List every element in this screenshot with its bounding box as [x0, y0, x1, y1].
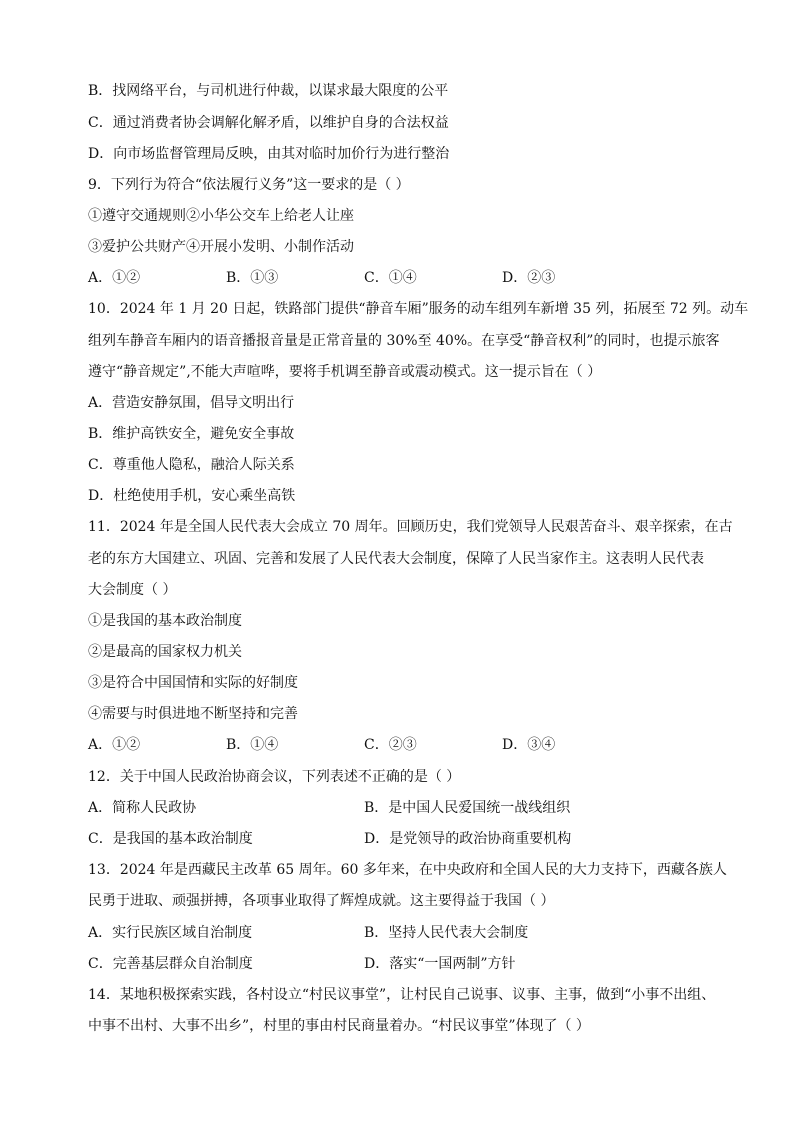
q10-stem-line1: 10．2024 年 1 月 20 日起，铁路部门提供“静音车厢”服务的动车组列车新增 35 列，拓展至 72 列。动车	[88, 301, 749, 317]
q12-option-d: D．是党领导的政治协商重要机构	[364, 831, 572, 847]
q12-stem: 12．关于中国人民政治协商会议，下列表述不正确的是（ ）	[88, 769, 461, 785]
q14-stem-line1: 14．某地积极探索实践，各村设立“村民议事堂”，让村民自己说事、议事、主事，做到“小事不出组、	[88, 987, 716, 1003]
q10-option-b: B．维护高铁安全，避免安全事故	[88, 426, 295, 442]
q11-option-b: B．①④	[226, 737, 279, 753]
q10-option-d: D．杜绝使用手机，安心乘坐高铁	[88, 488, 296, 504]
q11-item-4: ④需要与时俱进地不断坚持和完善	[88, 706, 298, 722]
q11-stem-line2: 老的东方大国建立、巩固、完善和发展了人民代表大会制度，保障了人民当家作主。这表明人民代表	[88, 551, 704, 567]
q9-option-d: D．②③	[502, 270, 556, 286]
q10-option-c: C．尊重他人隐私，融洽人际关系	[88, 457, 295, 473]
q11-item-3: ③是符合中国国情和实际的好制度	[88, 675, 298, 691]
q9-option-c: C．①④	[364, 270, 417, 286]
q11-option-d: D．③④	[502, 737, 556, 753]
q13-option-a: A．实行民族区域自治制度	[88, 925, 253, 941]
q11-item-1: ①是我国的基本政治制度	[88, 613, 242, 629]
q8-option-c: C．通过消费者协会调解化解矛盾，以维护自身的合法权益	[88, 115, 449, 131]
q8-option-d: D．向市场监督管理局反映，由其对临时加价行为进行整治	[88, 146, 450, 162]
q14-stem-line2: 中事不出村、大事不出乡”，村里的事由村民商量着办。“村民议事堂”体现了（ ）	[88, 1018, 590, 1034]
q11-stem-line3: 大会制度（ ）	[88, 582, 177, 598]
q12-option-c: C．是我国的基本政治制度	[88, 831, 253, 847]
q10-stem-line2: 组列车静音车厢内的语音播报音量是正常音量的 30%至 40%。在享受“静音权利”的同时，也提示旅客	[88, 333, 720, 349]
q11-option-a: A．①②	[88, 737, 141, 753]
q13-option-d: D．落实“一国两制”方针	[364, 956, 516, 972]
q9-option-a: A．①②	[88, 270, 141, 286]
q11-option-c: C．②③	[364, 737, 417, 753]
q9-items-line1: ①遵守交通规则②小华公交车上给老人让座	[88, 208, 354, 224]
q10-stem-line3: 遵守“静音规定”,不能大声喧哗，要将手机调至静音或震动模式。这一提示旨在（ ）	[88, 364, 602, 380]
q13-stem-line1: 13．2024 年是西藏民主改革 65 周年。60 多年来，在中央政府和全国人民的大力支持下，西藏各族人	[88, 862, 727, 878]
q9-stem: 9．下列行为符合“依法履行义务”这一要求的是（ ）	[88, 177, 410, 193]
q9-items-line2: ③爱护公共财产④开展小发明、小制作活动	[88, 239, 354, 255]
q8-option-b: B．找网络平台，与司机进行仲裁，以谋求最大限度的公平	[88, 83, 449, 99]
q10-option-a: A．营造安静氛围，倡导文明出行	[88, 395, 295, 411]
q13-stem-line2: 民勇于进取、顽强拼搏，各项事业取得了辉煌成就。这主要得益于我国（ ）	[88, 893, 555, 909]
q12-option-a: A．简称人民政协	[88, 800, 197, 816]
q11-item-2: ②是最高的国家权力机关	[88, 644, 242, 660]
q13-option-c: C．完善基层群众自治制度	[88, 956, 253, 972]
q11-stem-line1: 11．2024 年是全国人民代表大会成立 70 周年。回顾历史，我们党领导人民艰苦奋斗、艰辛探索，在古	[88, 519, 733, 535]
q12-option-b: B．是中国人民爱国统一战线组织	[364, 800, 571, 816]
q13-option-b: B．坚持人民代表大会制度	[364, 925, 529, 941]
q9-option-b: B．①③	[226, 270, 279, 286]
